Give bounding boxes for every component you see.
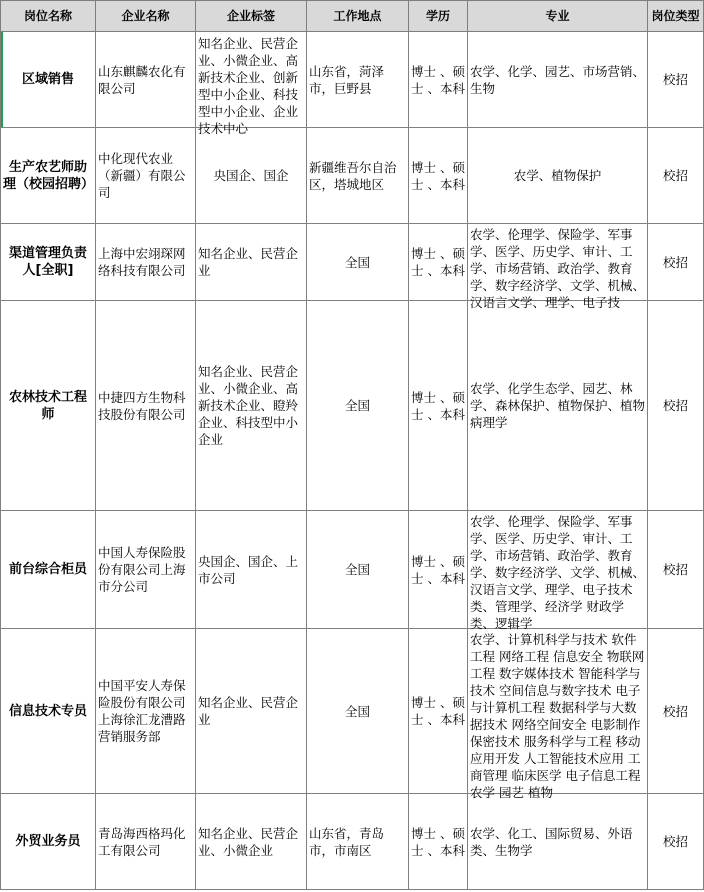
position-cell[interactable]: 信息技术专员	[1, 629, 96, 794]
location-cell[interactable]: 全国	[307, 629, 409, 794]
header-education[interactable]: 学历	[409, 1, 468, 32]
table-row	[1, 301, 704, 511]
education-cell[interactable]: 博士 、硕士 、本科	[409, 629, 468, 794]
company-cell[interactable]: 中化现代农业（新疆）有限公司	[96, 128, 196, 224]
major-cell[interactable]: 农学、化学生态学、园艺、林学、森林保护、植物保护、植物病理学	[468, 301, 648, 511]
major-cell[interactable]: 农学、植物保护	[468, 128, 648, 224]
type-cell[interactable]: 校招	[648, 301, 704, 511]
company-cell[interactable]: 青岛海西格玛化工有限公司	[96, 794, 196, 890]
education-cell[interactable]: 博士 、硕士 、本科	[409, 128, 468, 224]
position-cell[interactable]: 生产农艺师助理（校园招聘）	[1, 128, 96, 224]
education-cell[interactable]: 博士 、硕士 、本科	[409, 32, 468, 128]
education-cell[interactable]: 博士 、硕士 、本科	[409, 511, 468, 629]
major-cell[interactable]: 农学、化学、园艺、市场营销、生物	[468, 32, 648, 128]
position-cell[interactable]: 区域销售	[1, 32, 96, 128]
location-cell[interactable]: 山东省，菏泽市，巨野县	[307, 32, 409, 128]
position-cell[interactable]: 渠道管理负责人[全职]	[1, 224, 96, 301]
tags-cell[interactable]: 知名企业、民营企业	[196, 224, 307, 301]
major-cell[interactable]: 农学、计算机科学与技术 软件工程 网络工程 信息安全 物联网工程 数字媒体技术 智能科学与技术 空间信息与数字技术 电子与计算机工程 数据科学与大数据技术 网络空间安全 电影制作 保密技术 服务科学与工程 移动应用开发 人工智能技术应用 工商管理 临床医学 电子信息工程 农学 园艺 植物	[468, 629, 648, 794]
company-cell[interactable]: 中国平安人寿保险股份有限公司上海徐汇龙漕路营销服务部	[96, 629, 196, 794]
header-row	[1, 1, 704, 32]
company-cell[interactable]: 中捷四方生物科技股份有限公司	[96, 301, 196, 511]
company-cell[interactable]: 中国人寿保险股份有限公司上海市分公司	[96, 511, 196, 629]
table-row	[1, 794, 704, 890]
tags-cell[interactable]: 央国企、国企	[196, 128, 307, 224]
header-major[interactable]: 专业	[468, 1, 648, 32]
type-cell[interactable]: 校招	[648, 128, 704, 224]
location-cell[interactable]: 全国	[307, 224, 409, 301]
type-cell[interactable]: 校招	[648, 224, 704, 301]
location-cell[interactable]: 全国	[307, 301, 409, 511]
header-position[interactable]: 岗位名称	[1, 1, 96, 32]
table-row	[1, 511, 704, 629]
header-tags[interactable]: 企业标签	[196, 1, 307, 32]
education-cell[interactable]: 博士 、硕士 、本科	[409, 224, 468, 301]
position-cell[interactable]: 农林技术工程师	[1, 301, 96, 511]
tags-cell[interactable]: 知名企业、民营企业、小微企业、高新技术企业、瞪羚企业、科技型中小企业	[196, 301, 307, 511]
major-cell[interactable]: 农学、伦理学、保险学、军事学、医学、历史学、审计、工学、市场营销、政治学、教育学、数字经济学、文学、机械、汉语言文学、理学、电子技	[468, 224, 648, 301]
table-row	[1, 629, 704, 794]
header-company[interactable]: 企业名称	[96, 1, 196, 32]
company-cell[interactable]: 上海中宏翊琛网络科技有限公司	[96, 224, 196, 301]
tags-cell[interactable]: 知名企业、民营企业、小微企业	[196, 794, 307, 890]
location-cell[interactable]: 山东省，青岛市，市南区	[307, 794, 409, 890]
tags-cell[interactable]: 知名企业、民营企业	[196, 629, 307, 794]
header-type[interactable]: 岗位类型	[648, 1, 704, 32]
type-cell[interactable]: 校招	[648, 794, 704, 890]
type-cell[interactable]: 校招	[648, 32, 704, 128]
table-row	[1, 224, 704, 301]
major-cell[interactable]: 农学、化工、国际贸易、外语类、生物学	[468, 794, 648, 890]
location-cell[interactable]: 全国	[307, 511, 409, 629]
position-cell[interactable]: 外贸业务员	[1, 794, 96, 890]
table-row	[1, 128, 704, 224]
location-cell[interactable]: 新疆维吾尔自治区，塔城地区	[307, 128, 409, 224]
type-cell[interactable]: 校招	[648, 511, 704, 629]
table-row	[1, 32, 704, 128]
company-cell[interactable]: 山东麒麟农化有限公司	[96, 32, 196, 128]
education-cell[interactable]: 博士 、硕士 、本科	[409, 794, 468, 890]
major-cell[interactable]: 农学、伦理学、保险学、军事学、医学、历史学、审计、工学、市场营销、政治学、教育学、数字经济学、文学、机械、汉语言文学、理学、电子技术类、管理学、经济学 财政学类、逻辑学	[468, 511, 648, 629]
header-location[interactable]: 工作地点	[307, 1, 409, 32]
education-cell[interactable]: 博士 、硕士 、本科	[409, 301, 468, 511]
tags-cell[interactable]: 知名企业、民营企业、小微企业、高新技术企业、创新型中小企业、科技型中小企业、企业技术中心	[196, 32, 307, 128]
tags-cell[interactable]: 央国企、国企、上市公司	[196, 511, 307, 629]
type-cell[interactable]: 校招	[648, 629, 704, 794]
position-cell[interactable]: 前台综合柜员	[1, 511, 96, 629]
